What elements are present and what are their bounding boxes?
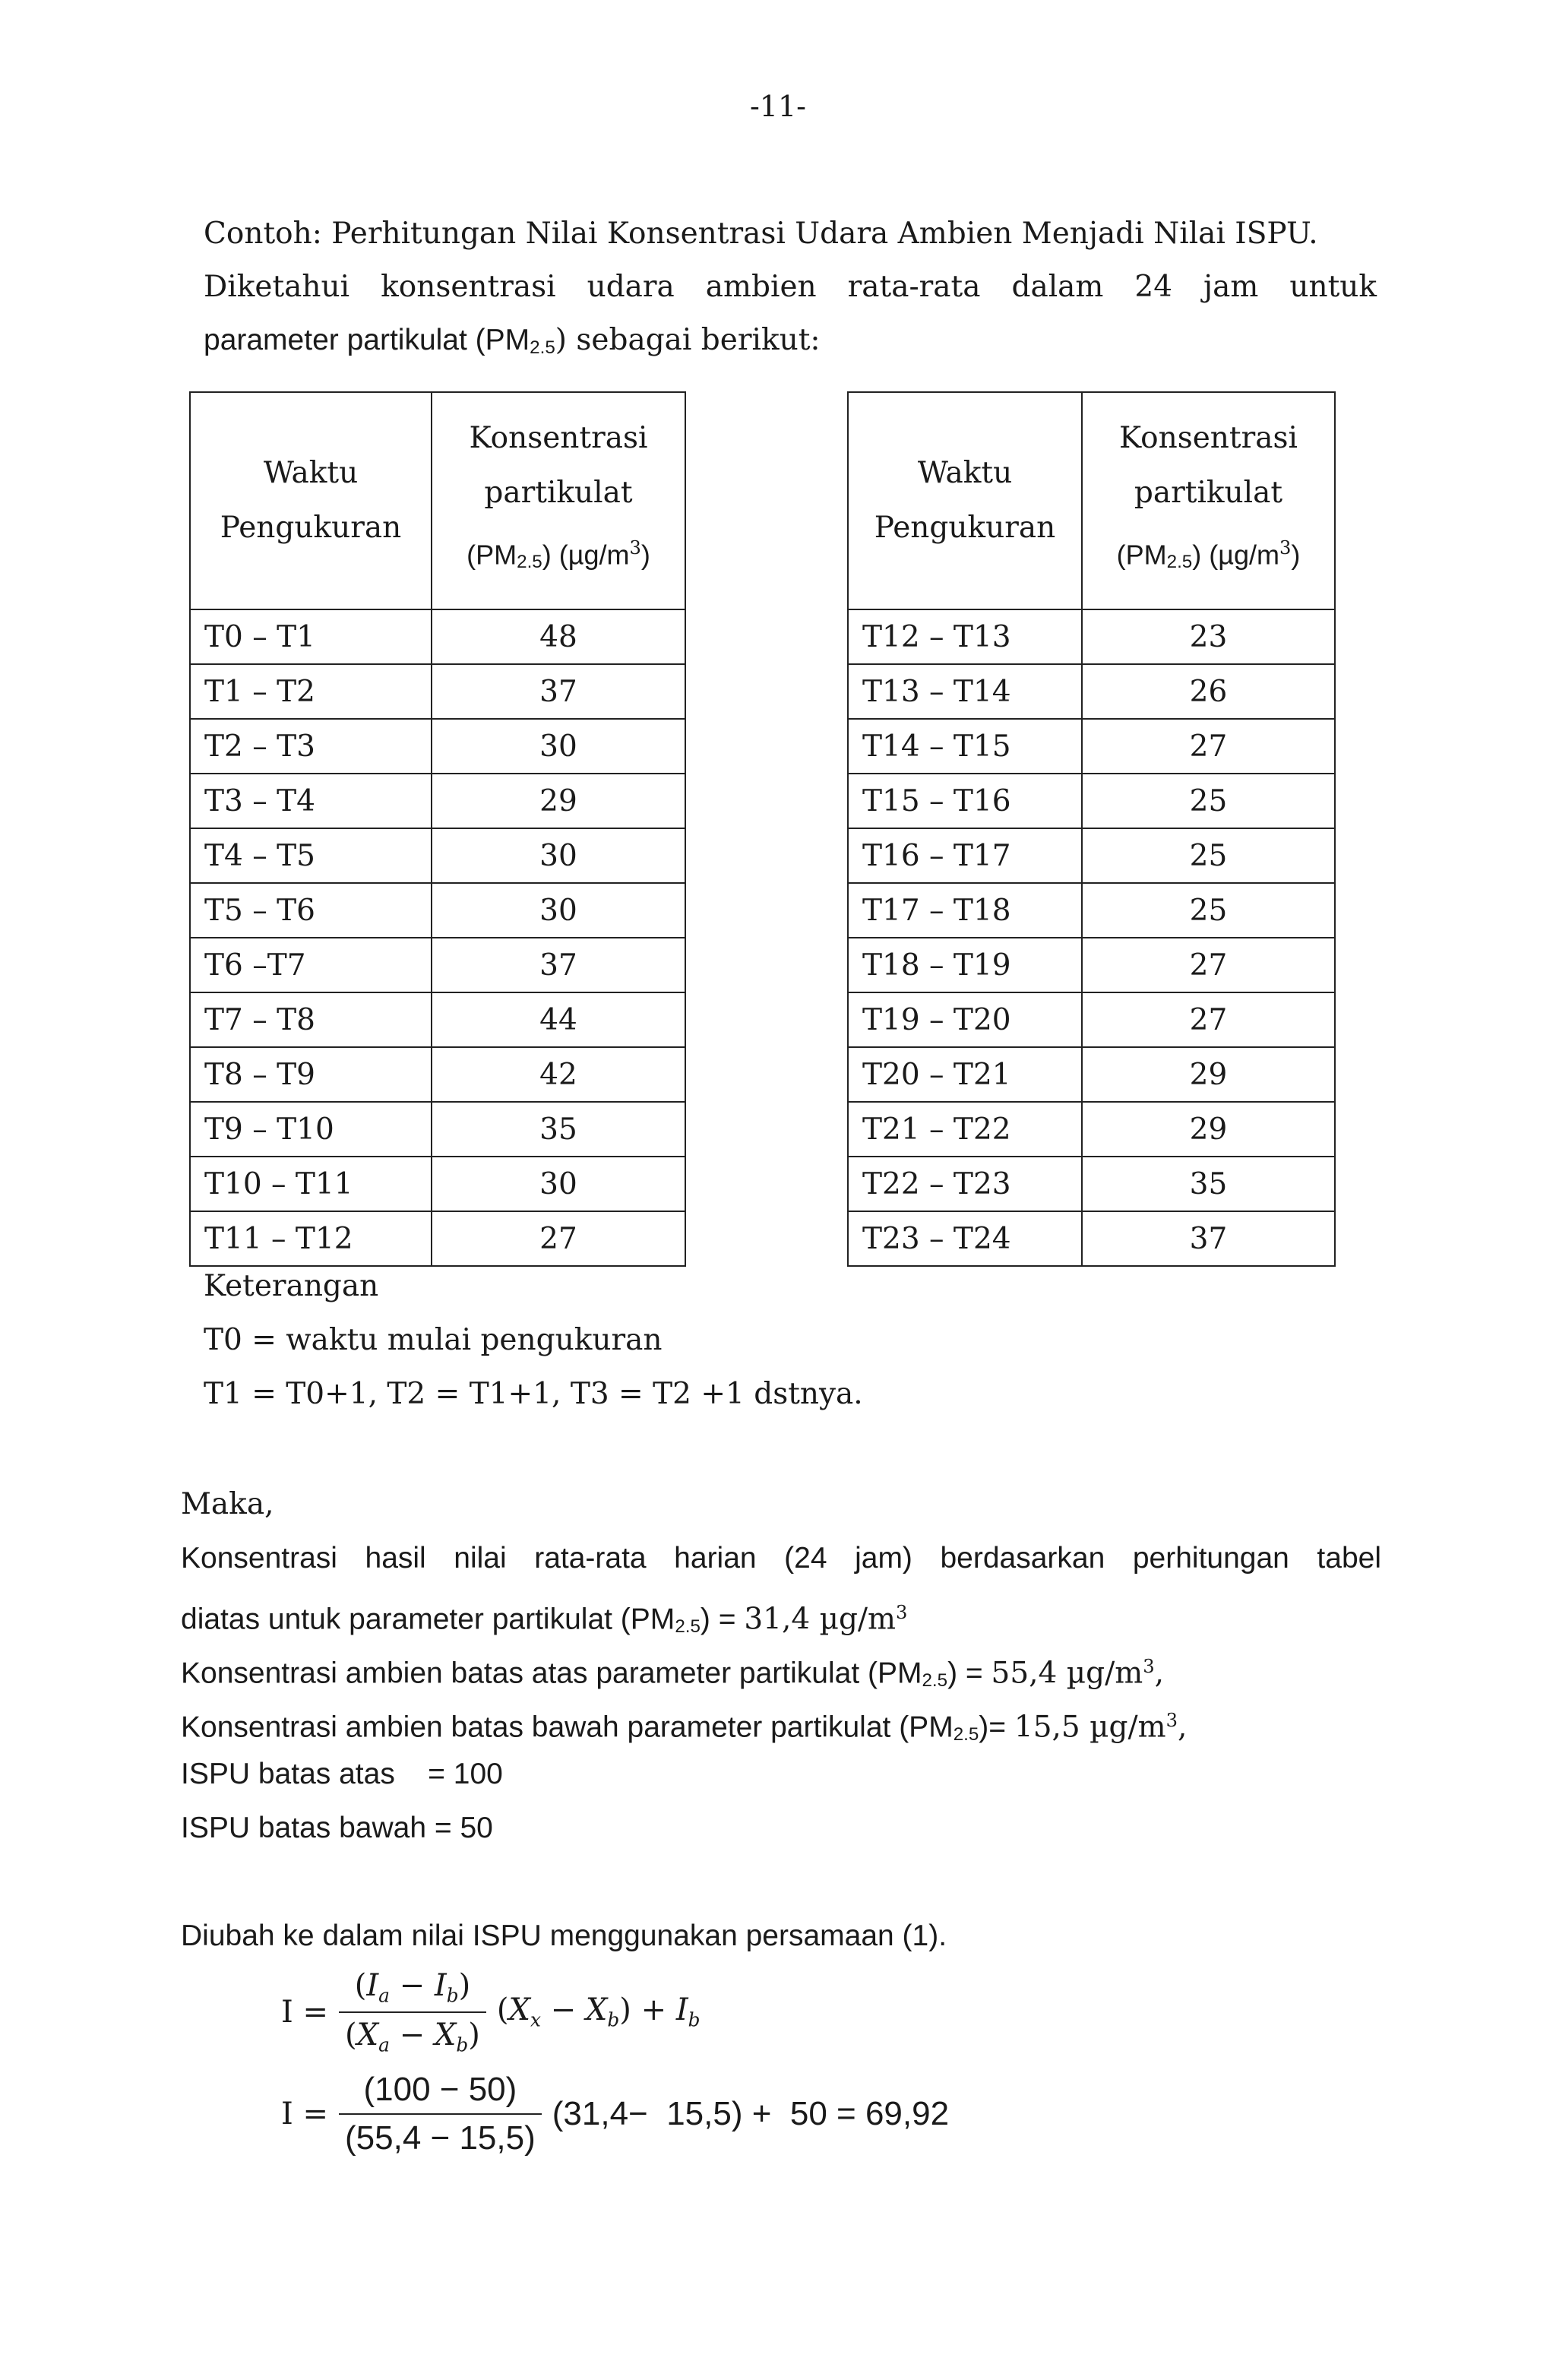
table-row <box>848 828 1335 883</box>
unit-sup: 3 <box>1165 1710 1178 1731</box>
concentration-cell: 27 <box>1082 719 1335 774</box>
interval-cell: T7 – T8 <box>190 992 432 1047</box>
header-pengukuran: Pengukuran <box>220 511 402 545</box>
header-konsentrasi <box>1082 392 1335 609</box>
header-konsentrasi <box>432 392 685 609</box>
formula-lhs: I = <box>281 1994 329 2030</box>
concentration-cell: 27 <box>1082 992 1335 1047</box>
interval-cell: T5 – T6 <box>190 883 432 938</box>
intro-line-2: Diketahui konsentrasi udara ambien rata-rata dalam 24 jam untuk <box>204 270 1377 304</box>
table-row <box>848 664 1335 719</box>
header-konsentrasi-text: Konsentrasi <box>469 421 648 456</box>
intro-line-3-end: ) sebagai berikut: <box>555 323 821 357</box>
interval-cell: T0 – T1 <box>190 609 432 664</box>
concentration-cell: 23 <box>1082 609 1335 664</box>
header-unit: ) (µg/m <box>542 539 630 571</box>
concentration-cell: 37 <box>432 664 685 719</box>
average-value: 31,4 µg/m <box>744 1602 897 1637</box>
interval-cell: T19 – T20 <box>848 992 1082 1047</box>
body-line-3 <box>181 1647 1381 1701</box>
table-row <box>190 1047 685 1102</box>
concentration-cell: 30 <box>432 883 685 938</box>
notes-title: Keterangan <box>204 1269 379 1303</box>
formula-numerator: (100 − 50) <box>363 2071 517 2108</box>
intro-line-1: Contoh: Perhitungan Nilai Konsentrasi Udara Ambien Menjadi Nilai ISPU. <box>204 217 1318 251</box>
pm-subscript: 2.5 <box>953 1724 979 1745</box>
equals-sign: )= <box>979 1711 1014 1744</box>
concentration-cell: 48 <box>432 609 685 664</box>
table-row <box>190 664 685 719</box>
header-waktu: Waktu <box>917 456 1013 490</box>
concentration-cell: 26 <box>1082 664 1335 719</box>
formula-rest: $(X_x - X_b) + I_b$ <box>496 1992 701 2031</box>
header-close: ) <box>640 539 650 571</box>
table-row <box>848 1211 1335 1266</box>
header-pm: (PM <box>1116 539 1167 571</box>
table-header-row <box>190 392 685 609</box>
equals-sign: ) = <box>947 1657 991 1690</box>
concentration-cell: 27 <box>432 1211 685 1266</box>
concentration-cell: 29 <box>1082 1102 1335 1157</box>
header-pm-subscript: 2.5 <box>517 552 542 573</box>
concentration-cell: 30 <box>432 1157 685 1211</box>
ispu-formula-calculated <box>281 2071 949 2157</box>
formula-denominator: $(X_a - X_b)$ <box>339 2011 486 2056</box>
table-row <box>190 992 685 1047</box>
body-line-2-text: diatas untuk parameter partikulat (PM <box>181 1603 675 1636</box>
table-row <box>190 828 685 883</box>
body-line-1-text: Konsentrasi hasil nilai rata-rata harian (24 jam) berdasarkan perhitungan tabel <box>181 1542 1381 1575</box>
concentration-cell: 25 <box>1082 883 1335 938</box>
upper-limit-value: 55,4 µg/m <box>991 1656 1143 1691</box>
calculation-text <box>181 1486 1381 1971</box>
interval-cell: T1 – T2 <box>190 664 432 719</box>
concentration-cell: 29 <box>432 774 685 828</box>
table-row <box>848 609 1335 664</box>
interval-cell: T6 –T7 <box>190 938 432 992</box>
formula-result: (31,4− 15,5) + 50 = 69,92 <box>552 2095 950 2132</box>
header-pengukuran: Pengukuran <box>874 511 1056 545</box>
interval-cell: T10 – T11 <box>190 1157 432 1211</box>
ispu-lower-line: ISPU batas bawah = 50 <box>181 1812 493 1844</box>
header-unit-sup: 3 <box>629 537 641 559</box>
table-row <box>848 938 1335 992</box>
table-row <box>190 719 685 774</box>
formula-numerator: $(I_a - I_b)$ <box>354 1968 471 2007</box>
header-pm-subscript: 2.5 <box>1166 552 1193 573</box>
pm-subscript: 2.5 <box>922 1670 948 1692</box>
header-waktu: Waktu <box>263 456 359 490</box>
interval-cell: T9 – T10 <box>190 1102 432 1157</box>
interval-cell: T17 – T18 <box>848 883 1082 938</box>
measurement-table-right <box>847 391 1336 1267</box>
header-pm: (PM <box>466 539 517 571</box>
formula-fraction <box>339 2071 542 2157</box>
page-number: -11- <box>749 90 807 123</box>
table-row <box>190 1211 685 1266</box>
concentration-cell: 44 <box>432 992 685 1047</box>
concentration-cell: 25 <box>1082 828 1335 883</box>
header-unit-sup: 3 <box>1279 537 1292 559</box>
table-row <box>190 1157 685 1211</box>
table-row <box>190 883 685 938</box>
concentration-cell: 30 <box>432 828 685 883</box>
interval-cell: T8 – T9 <box>190 1047 432 1102</box>
header-waktu-pengukuran <box>190 392 432 609</box>
formula-denominator: (55,4 − 15,5) <box>339 2113 542 2157</box>
interval-cell: T2 – T3 <box>190 719 432 774</box>
concentration-cell: 35 <box>432 1102 685 1157</box>
unit-sup: 3 <box>1143 1656 1155 1677</box>
concentration-cell: 27 <box>1082 938 1335 992</box>
body-line-4 <box>181 1701 1381 1755</box>
notes-line-2: T1 = T0+1, T2 = T1+1, T3 = T2 +1 dstnya. <box>204 1377 863 1411</box>
interval-cell: T18 – T19 <box>848 938 1082 992</box>
header-close: ) <box>1291 539 1301 571</box>
interval-cell: T23 – T24 <box>848 1211 1082 1266</box>
intro-line-3 <box>204 323 821 359</box>
table-row <box>190 774 685 828</box>
pm-subscript: 2.5 <box>675 1616 701 1638</box>
convert-line: Diubah ke dalam nilai ISPU menggunakan persamaan (1). <box>181 1920 947 1952</box>
table-row <box>848 883 1335 938</box>
table-row <box>848 1047 1335 1102</box>
comma: , <box>1177 1710 1188 1745</box>
interval-cell: T12 – T13 <box>848 609 1082 664</box>
interval-cell: T16 – T17 <box>848 828 1082 883</box>
concentration-cell: 37 <box>1082 1211 1335 1266</box>
interval-cell: T13 – T14 <box>848 664 1082 719</box>
concentration-cell: 35 <box>1082 1157 1335 1211</box>
maka-line: Maka, <box>181 1487 274 1521</box>
interval-cell: T3 – T4 <box>190 774 432 828</box>
formula-lhs: I = <box>281 2097 329 2132</box>
header-partikulat: partikulat <box>1134 476 1283 511</box>
concentration-cell: 29 <box>1082 1047 1335 1102</box>
table-row <box>848 1157 1335 1211</box>
formula-fraction <box>339 1968 486 2056</box>
intro-line-3-text: parameter partikulat (PM <box>204 324 530 356</box>
measurement-table-left <box>189 391 686 1267</box>
table-header-row <box>848 392 1335 609</box>
concentration-cell: 37 <box>432 938 685 992</box>
table-row <box>190 1102 685 1157</box>
header-unit: ) (µg/m <box>1192 539 1279 571</box>
table-row <box>848 719 1335 774</box>
interval-cell: T14 – T15 <box>848 719 1082 774</box>
comma: , <box>1154 1656 1164 1691</box>
table-row <box>190 938 685 992</box>
table-row <box>848 992 1335 1047</box>
concentration-cell: 30 <box>432 719 685 774</box>
table-row <box>848 1102 1335 1157</box>
body-line-4-text: Konsentrasi ambien batas bawah parameter partikulat (PM <box>181 1711 954 1744</box>
equals-sign: ) = <box>700 1603 745 1636</box>
notes-line-1: T0 = waktu mulai pengukuran <box>204 1323 663 1357</box>
ispu-upper-line: ISPU batas atas = 100 <box>181 1758 503 1790</box>
header-waktu-pengukuran <box>848 392 1082 609</box>
interval-cell: T15 – T16 <box>848 774 1082 828</box>
table-row <box>190 609 685 664</box>
table-row <box>848 774 1335 828</box>
spacer <box>181 1863 1381 1917</box>
interval-cell: T20 – T21 <box>848 1047 1082 1102</box>
concentration-cell: 42 <box>432 1047 685 1102</box>
body-line-2 <box>181 1594 1381 1647</box>
header-partikulat: partikulat <box>484 476 633 511</box>
notes-block <box>204 1268 863 1429</box>
interval-cell: T22 – T23 <box>848 1157 1082 1211</box>
header-konsentrasi-text: Konsentrasi <box>1119 421 1298 456</box>
body-line-3-text: Konsentrasi ambien batas atas parameter partikulat (PM <box>181 1657 922 1690</box>
ispu-formula-general <box>281 1968 701 2056</box>
interval-cell: T4 – T5 <box>190 828 432 883</box>
interval-cell: T21 – T22 <box>848 1102 1082 1157</box>
lower-limit-value: 15,5 µg/m <box>1014 1710 1166 1745</box>
interval-cell: T11 – T12 <box>190 1211 432 1266</box>
body-line-1 <box>181 1540 1381 1594</box>
pm-subscript: 2.5 <box>530 337 555 358</box>
concentration-cell: 25 <box>1082 774 1335 828</box>
unit-sup: 3 <box>896 1602 908 1623</box>
